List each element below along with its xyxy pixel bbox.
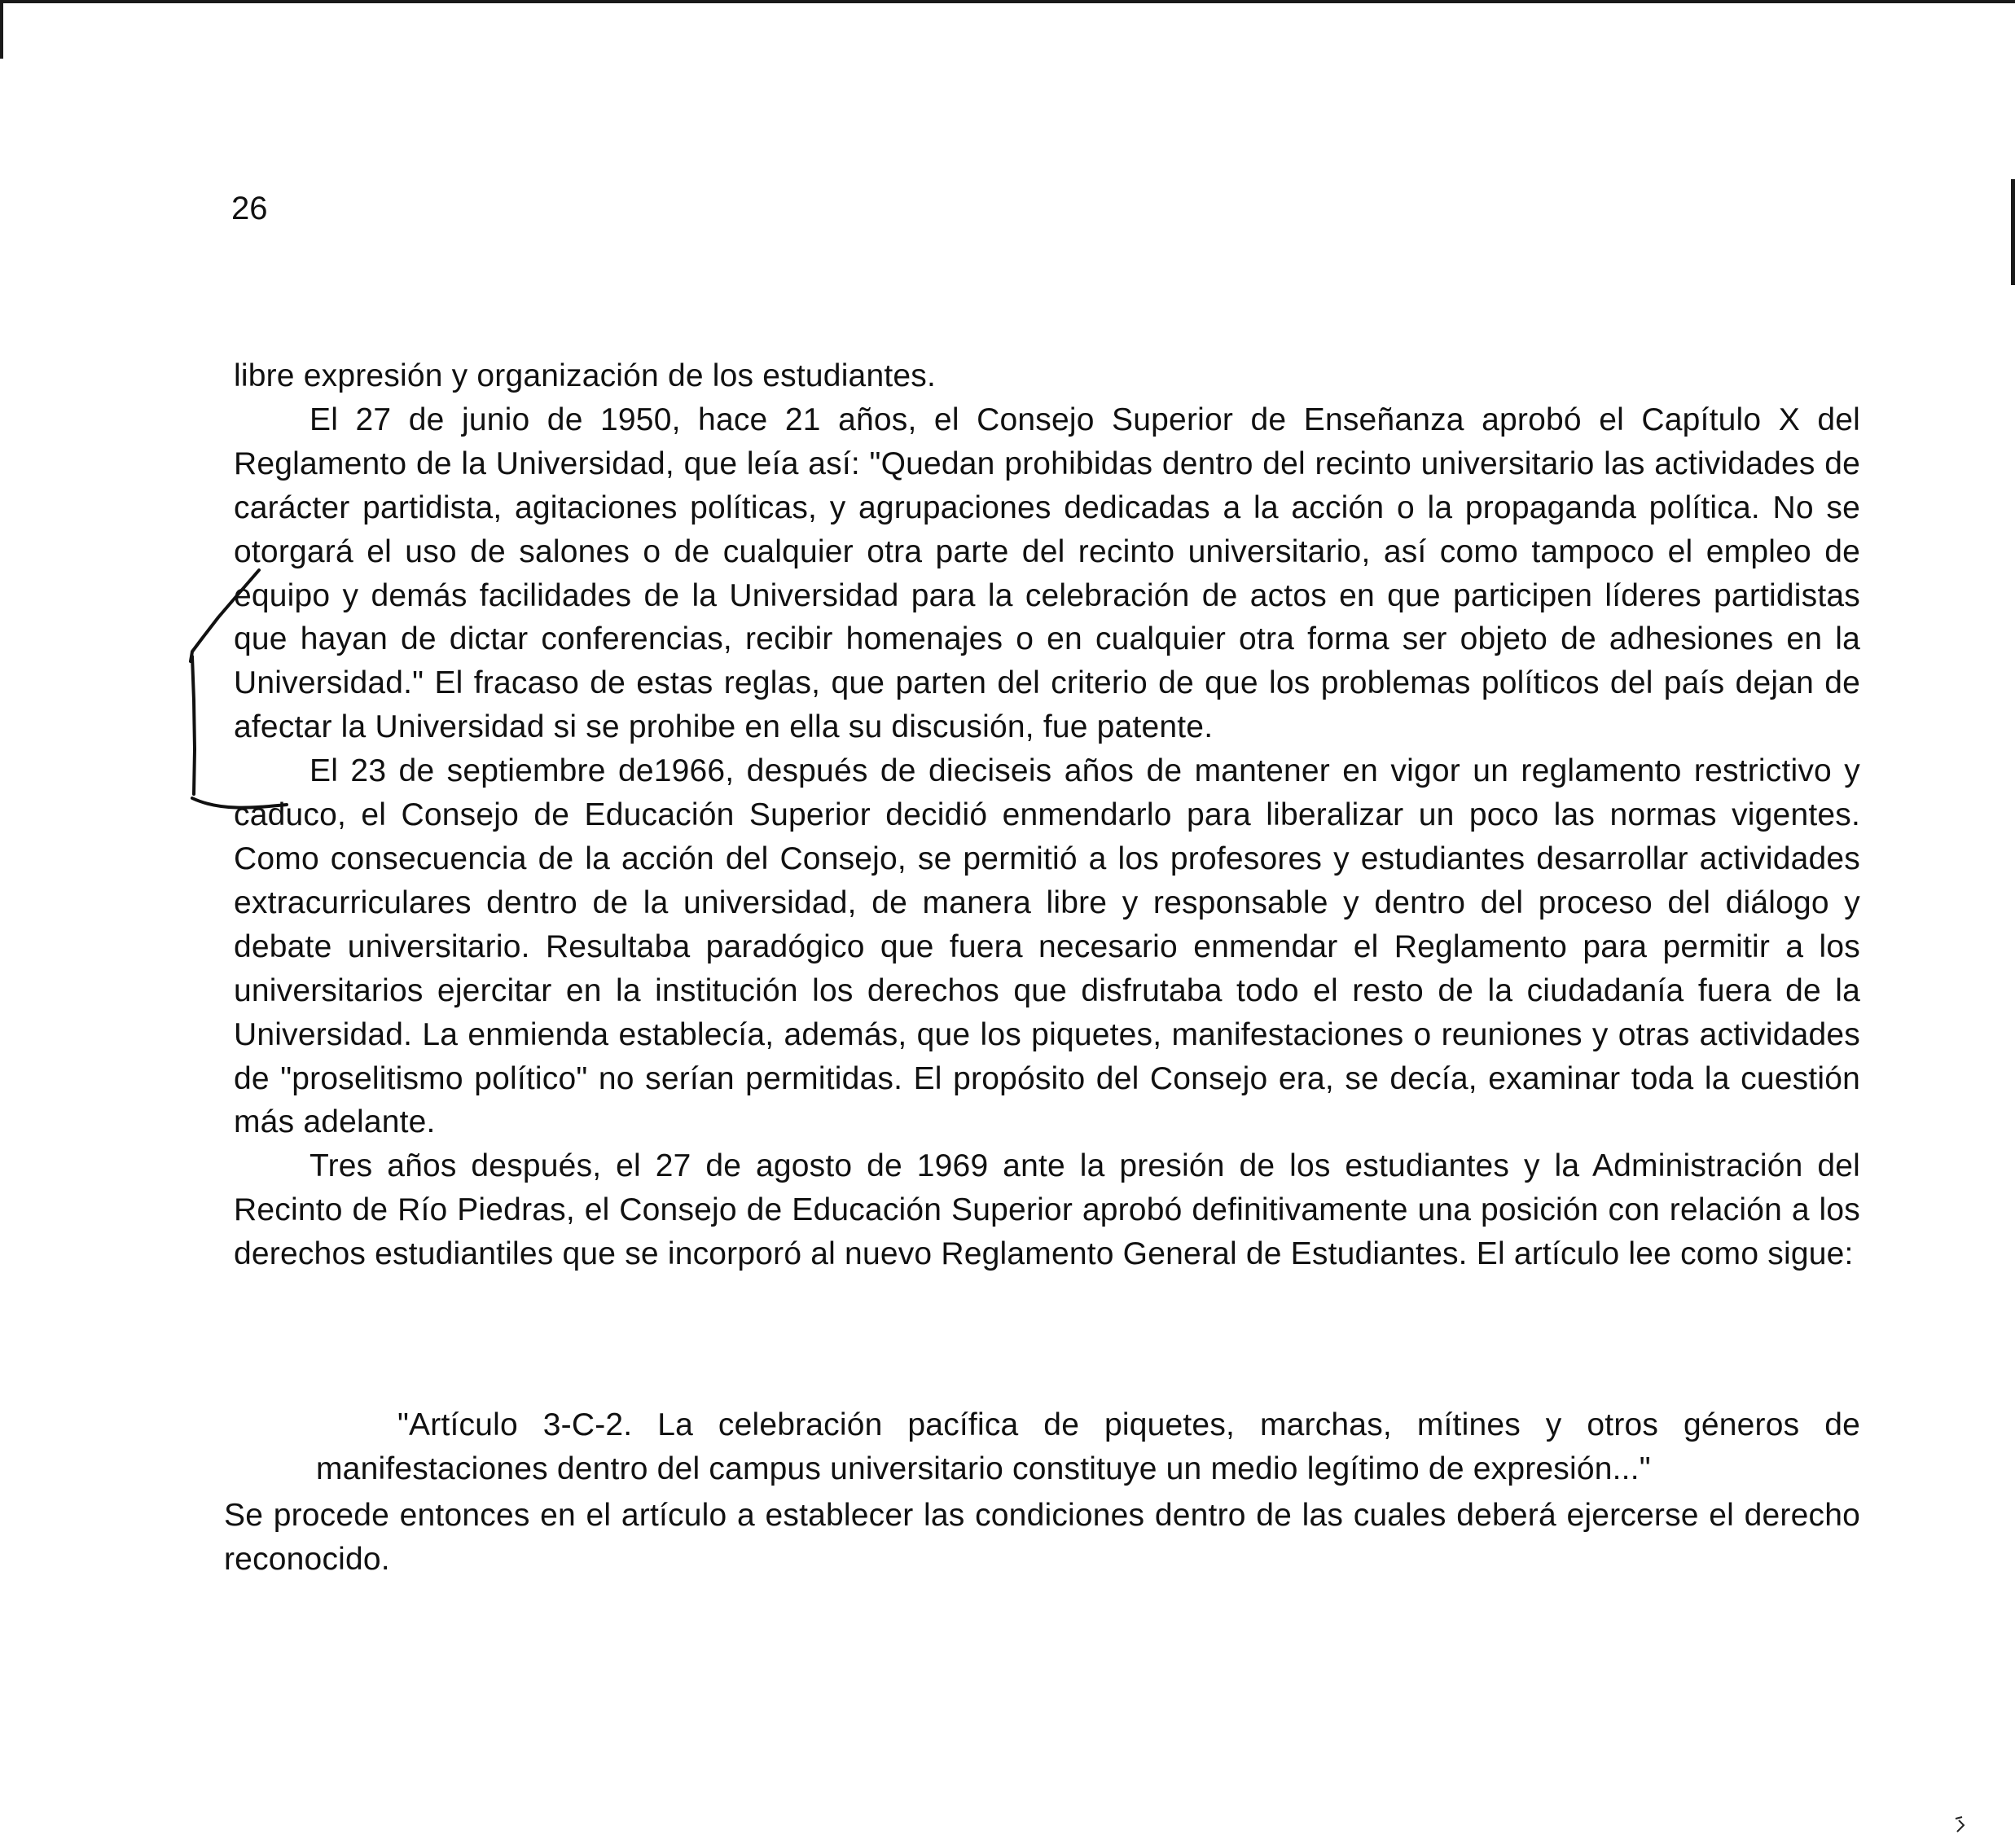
scan-edge-right (2011, 179, 2015, 285)
paragraph-closing: Se procede entonces en el artículo a establecer las condiciones dentro de las cuales deberá ejercerse el derecho reconocido. (224, 1498, 1860, 1577)
paragraph-continuation: libre expresión y organización de los estudiantes. (234, 358, 937, 393)
page-number: 26 (231, 191, 268, 226)
body-text (234, 354, 1860, 1276)
paragraph-1966-amendment: El 23 de septiembre de1966, después de dieciseis años de mantener en vigor un reglamento restrictivo y caduco, el Consejo de Educación Superior decidió enmendarlo para liberalizar un poco las normas vigentes. Como consecuencia de la acción del Consejo, se permitió a los profesores y estudiantes desarrollar actividades extracurriculares dentro de la universidad, de manera libre y responsable y dentro del proceso del diálogo y debate universitario. Resultaba paradógico que fuera necesario enmendar el Reglamento para permitir a los universitarios ejercitar en la institución los derechos que disfrutaba todo el resto de la ciudadanía fuera de la Universidad. La enmienda establecía, además, que los piquetes, manifestaciones o reuniones y otras actividades de "proselitismo político" no serían permitidas. El propósito del Consejo era, se decía, examinar toda la cuestión más adelante. (234, 753, 1860, 1140)
handwritten-bracket-mark (0, 0, 342, 831)
block-quote-article: "Artículo 3-C-2. La celebración pacífica de piquetes, marchas, mítines y otros géneros de manifestaciones dentro del campus universitario constituye un medio legítimo de expresión..." (316, 1407, 1860, 1486)
corner-smudge-mark (1949, 1812, 1973, 1837)
paragraph-1969-approval: Tres años después, el 27 de agosto de 1969 ante la presión de los estudiantes y la Administración del Recinto de Río Piedras, el Consejo de Educación Superior aprobó definitivamente una posición con relación a los derechos estudiantiles que se incorporó al nuevo Reglamento General de Estudiantes. El artículo lee como sigue: (234, 1148, 1860, 1272)
paragraph-1950-regulation: El 27 de junio de 1950, hace 21 años, el Consejo Superior de Enseñanza aprobó el Capítulo X del Reglamento de la Universidad, que leía así: "Quedan prohibidas dentro del recinto universitario las actividades de carácter partidista, agitaciones políticas, y agrupaciones dedicadas a la acción o la propaganda política. No se otorgará el uso de salones o de cualquier otra parte del recinto universitario, así como tampoco el empleo de equipo y demás facilidades de la Universidad para la celebración de actos en que participen líderes partidistas que hayan de dictar conferencias, recibir homenajes o en cualquier otra forma ser objeto de adhesiones en la Universidad." El fracaso de estas reglas, que parten del criterio de que los problemas políticos del país dejan de afectar la Universidad si se prohibe en ella su discusión, fue patente. (234, 402, 1860, 745)
